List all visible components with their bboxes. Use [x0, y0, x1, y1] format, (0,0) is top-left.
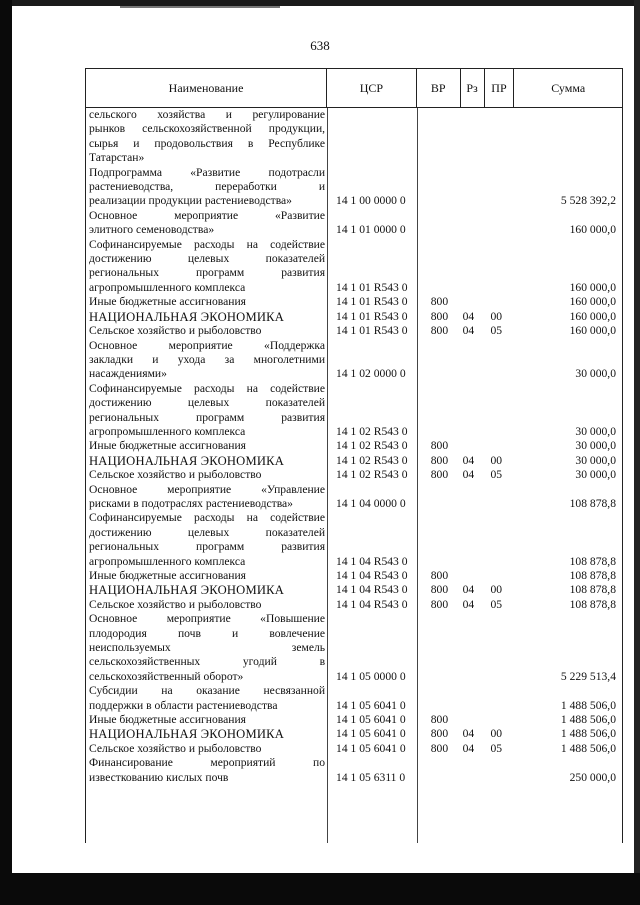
row-name: [86, 483, 327, 512]
row-name: [86, 511, 327, 569]
header-vr: ВР: [417, 69, 461, 107]
cell-vr: 800: [430, 468, 449, 482]
table-row: [86, 583, 622, 597]
row-name-line: Софинансируемые расходы на содействие: [89, 381, 326, 395]
cell-sum: 1 488 506,0: [560, 713, 616, 727]
row-name-line: достижению целевых показателей: [89, 396, 326, 410]
cell-rz: 04: [462, 583, 475, 597]
row-name-line: региональных программ развития: [89, 266, 326, 280]
table-row: [86, 209, 622, 238]
cell-csr: 14 1 02 R543 0: [336, 439, 408, 453]
row-name-line: Основное мероприятие «Поддержка: [89, 338, 326, 352]
cell-pr: 00: [490, 583, 503, 597]
table-row: [86, 295, 622, 309]
cell-vr: 800: [430, 741, 449, 755]
cell-sum: 30 000,0: [575, 453, 616, 467]
row-name: [86, 742, 327, 756]
cell-sum: 1 488 506,0: [560, 698, 616, 712]
table-body: [85, 108, 623, 843]
table-row: [86, 339, 622, 382]
row-name-line: НАЦИОНАЛЬНАЯ ЭКОНОМИКА: [89, 309, 285, 324]
table-header: [85, 68, 623, 108]
table-row: [86, 756, 622, 785]
cell-rz: 04: [462, 453, 475, 467]
cell-pr: 00: [490, 727, 503, 741]
row-name-line: плодородия почв и вовлечение: [89, 626, 326, 640]
cell-pr: 00: [490, 309, 503, 323]
row-name-line: неиспользуемых земель: [89, 641, 326, 655]
row-name-line: Подпрограмма «Развитие подотрасли: [89, 165, 326, 179]
table-row: [86, 238, 622, 296]
cell-csr: 14 1 02 R543 0: [336, 424, 408, 438]
row-name-line: реализации продукции растениеводства»: [89, 194, 292, 208]
row-name-line: НАЦИОНАЛЬНАЯ ЭКОНОМИКА: [89, 727, 285, 742]
row-name-line: Софинансируемые расходы на содействие: [89, 237, 326, 251]
table-row: [86, 511, 622, 569]
header-csr: ЦСР: [327, 69, 417, 107]
row-name-line: агропромышленного комплекса: [89, 424, 246, 438]
cell-csr: 14 1 05 6041 0: [336, 741, 406, 755]
cell-sum: 30 000,0: [575, 424, 616, 438]
cell-pr: 05: [490, 468, 503, 482]
row-name: [86, 468, 327, 482]
row-name-line: растениеводства, переработки и: [89, 180, 326, 194]
scan-artifact: [120, 6, 280, 8]
budget-table: [85, 68, 623, 843]
row-name-line: насаждениями»: [89, 367, 167, 381]
table-row: [86, 742, 622, 756]
row-name-line: достижению целевых показателей: [89, 252, 326, 266]
row-name-line: Основное мероприятие «Развитие: [89, 208, 326, 222]
row-name-line: сельскохозяйственных угодий в: [89, 655, 326, 669]
row-name: [86, 684, 327, 713]
cell-pr: 05: [490, 741, 503, 755]
cell-csr: 14 1 04 R543 0: [336, 597, 408, 611]
row-name: [86, 612, 327, 684]
table-row: [86, 310, 622, 324]
row-name-line: сельскохозяйственный оборот»: [89, 669, 244, 683]
cell-sum: 250 000,0: [569, 770, 616, 784]
cell-sum: 108 878,8: [569, 554, 616, 568]
cell-csr: 14 1 05 6041 0: [336, 698, 406, 712]
row-name-line: агропромышленного комплекса: [89, 280, 246, 294]
cell-sum: 108 878,8: [569, 496, 616, 510]
scan-edge-bottom: [0, 873, 640, 905]
table-row: [86, 483, 622, 512]
cell-sum: 108 878,8: [569, 597, 616, 611]
column-divider: [417, 108, 418, 843]
row-name-line: сырья и продовольствия в Республике: [89, 136, 326, 150]
row-name: [86, 598, 327, 612]
cell-sum: 5 229 513,4: [560, 669, 616, 683]
row-name-line: элитного семеноводства»: [89, 223, 215, 237]
row-name-line: рынков сельскохозяйственной продукции,: [89, 122, 326, 136]
row-name-line: Сельское хозяйство и рыболовство: [89, 597, 262, 611]
cell-rz: 04: [462, 309, 475, 323]
scan-edge-left: [0, 0, 12, 905]
cell-sum: 108 878,8: [569, 583, 616, 597]
cell-csr: 14 1 01 R543 0: [336, 324, 408, 338]
cell-pr: 05: [490, 597, 503, 611]
cell-csr: 14 1 01 R543 0: [336, 295, 408, 309]
row-name: [86, 439, 327, 453]
cell-csr: 14 1 05 6041 0: [336, 727, 406, 741]
cell-vr: 800: [430, 583, 449, 597]
cell-sum: 30 000,0: [575, 367, 616, 381]
row-name-line: региональных программ развития: [89, 410, 326, 424]
row-name-line: региональных программ развития: [89, 540, 326, 554]
row-name-line: Иные бюджетные ассигнования: [89, 713, 246, 727]
cell-csr: 14 1 04 0000 0: [336, 496, 406, 510]
row-name: [86, 382, 327, 440]
row-name-line: Сельское хозяйство и рыболовство: [89, 741, 262, 755]
row-name-line: Иные бюджетные ассигнования: [89, 295, 246, 309]
row-name-line: НАЦИОНАЛЬНАЯ ЭКОНОМИКА: [89, 453, 285, 468]
row-name: [86, 166, 327, 209]
cell-csr: 14 1 04 R543 0: [336, 569, 408, 582]
table-row: [86, 324, 622, 338]
row-name: [86, 295, 327, 309]
table-row: [86, 598, 622, 612]
row-name-line: Субсидии на оказание несвязанной: [89, 684, 326, 698]
row-name: [86, 583, 327, 597]
row-name: [86, 454, 327, 468]
cell-vr: 800: [430, 295, 449, 309]
cell-sum: 108 878,8: [569, 569, 616, 582]
table-row: [86, 569, 622, 583]
cell-pr: 00: [490, 453, 503, 467]
cell-rz: 04: [462, 468, 475, 482]
row-name-line: агропромышленного комплекса: [89, 554, 246, 568]
cell-sum: 160 000,0: [569, 280, 616, 294]
cell-vr: 800: [430, 597, 449, 611]
row-name-line: закладки и ухода за многолетними: [89, 352, 326, 366]
row-name-line: НАЦИОНАЛЬНАЯ ЭКОНОМИКА: [89, 583, 285, 598]
table-row: [86, 454, 622, 468]
table-row: [86, 382, 622, 440]
table-row: [86, 439, 622, 453]
cell-vr: 800: [430, 439, 449, 453]
cell-csr: 14 1 01 R543 0: [336, 280, 408, 294]
row-name-line: Сельское хозяйство и рыболовство: [89, 468, 262, 482]
table-row: [86, 108, 622, 166]
table-row: [86, 684, 622, 713]
cell-sum: 1 488 506,0: [560, 741, 616, 755]
row-name: [86, 713, 327, 727]
row-name: [86, 339, 327, 382]
row-name-line: известкованию кислых почв: [89, 770, 229, 784]
cell-vr: 800: [430, 309, 449, 323]
row-name-line: Иные бюджетные ассигнования: [89, 439, 246, 453]
cell-sum: 1 488 506,0: [560, 727, 616, 741]
cell-rz: 04: [462, 741, 475, 755]
table-row: [86, 612, 622, 684]
cell-csr: 14 1 04 R543 0: [336, 554, 408, 568]
scan-edge-right: [634, 0, 640, 905]
table-row: [86, 713, 622, 727]
cell-vr: 800: [430, 453, 449, 467]
cell-csr: 14 1 02 R543 0: [336, 453, 408, 467]
cell-csr: 14 1 05 6311 0: [336, 770, 406, 784]
header-pr: ПР: [485, 69, 515, 107]
row-name-line: сельского хозяйства и регулирование: [89, 108, 326, 121]
row-name-line: достижению целевых показателей: [89, 525, 326, 539]
table-row: [86, 727, 622, 741]
cell-csr: 14 1 04 R543 0: [336, 583, 408, 597]
table-row: [86, 468, 622, 482]
cell-rz: 04: [462, 324, 475, 338]
cell-rz: 04: [462, 597, 475, 611]
cell-vr: 800: [430, 569, 449, 582]
cell-vr: 800: [430, 727, 449, 741]
cell-pr: 05: [490, 324, 503, 338]
row-name: [86, 569, 327, 583]
cell-rz: 04: [462, 727, 475, 741]
cell-sum: 160 000,0: [569, 309, 616, 323]
header-sum: Сумма: [551, 80, 586, 95]
cell-sum: 30 000,0: [575, 439, 616, 453]
row-name: [86, 209, 327, 238]
cell-csr: 14 1 05 0000 0: [336, 669, 406, 683]
row-name-line: Финансирование мероприятий по: [89, 756, 326, 770]
cell-csr: 14 1 01 R543 0: [336, 309, 408, 323]
row-name-line: Татарстан»: [89, 151, 145, 165]
cell-vr: 800: [430, 713, 449, 727]
row-name-line: рисками в подотраслях растениеводства»: [89, 496, 293, 510]
cell-vr: 800: [430, 324, 449, 338]
row-name-line: Софинансируемые расходы на содействие: [89, 511, 326, 525]
row-name-line: Основное мероприятие «Управление: [89, 482, 326, 496]
cell-csr: 14 1 00 0000 0: [336, 194, 406, 208]
row-name-line: Основное мероприятие «Повышение: [89, 612, 326, 626]
column-divider: [327, 108, 328, 843]
table-row: [86, 166, 622, 209]
cell-sum: 30 000,0: [575, 468, 616, 482]
header-rz: Рз: [461, 69, 485, 107]
cell-csr: 14 1 05 6041 0: [336, 713, 406, 727]
row-name: [86, 108, 327, 166]
cell-csr: 14 1 01 0000 0: [336, 223, 406, 237]
row-name-line: Сельское хозяйство и рыболовство: [89, 324, 262, 338]
header-name: Наименование: [86, 69, 327, 107]
cell-csr: 14 1 02 R543 0: [336, 468, 408, 482]
row-name: [86, 238, 327, 296]
row-name: [86, 324, 327, 338]
row-name-line: Иные бюджетные ассигнования: [89, 569, 246, 582]
cell-sum: 5 528 392,2: [560, 194, 616, 208]
row-name: [86, 310, 327, 324]
scan-edge-top: [12, 0, 640, 6]
page-number: 638: [310, 38, 330, 53]
cell-sum: 160 000,0: [569, 223, 616, 237]
cell-csr: 14 1 02 0000 0: [336, 367, 406, 381]
cell-sum: 160 000,0: [569, 324, 616, 338]
row-name: [86, 756, 327, 785]
row-name-line: поддержки в области растениеводства: [89, 698, 278, 712]
row-name: [86, 727, 327, 741]
cell-sum: 160 000,0: [569, 295, 616, 309]
